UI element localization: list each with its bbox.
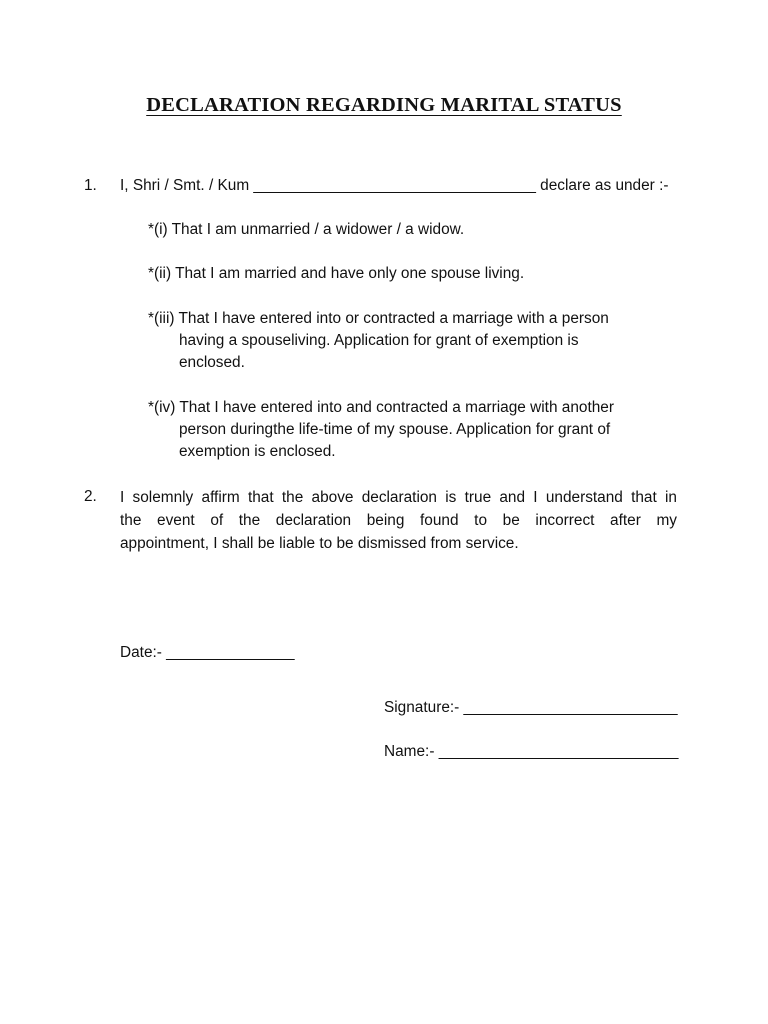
item-2-line-3: appointment, I shall be liable to be dismissed from service.	[120, 535, 519, 552]
date-field: Date:- _______________	[120, 644, 295, 661]
option-iii-line-2: having a spouseliving. Application for grant of exemption is	[179, 332, 579, 349]
item-2-line-2: the event of the declaration being found to be incorrect after my	[120, 512, 677, 529]
item-2-line-1: I solemnly affirm that the above declaration is true and I understand that in	[120, 489, 677, 506]
signature-field: Signature:- _________________________	[384, 699, 678, 716]
option-iv-line-1: *(iv) That I have entered into and contracted a marriage with another	[148, 399, 614, 416]
item-1-number: 1.	[84, 177, 97, 194]
declarant-line: I, Shri / Smt. / Kum _________________________________ declare as under :-	[120, 177, 669, 194]
option-iii-line-1: *(iii) That I have entered into or contracted a marriage with a person	[148, 310, 609, 327]
option-i-line-1: *(i) That I am unmarried / a widower / a widow.	[148, 221, 465, 238]
option-ii-line-1: *(ii) That I am married and have only one spouse living.	[148, 265, 525, 282]
document-title: DECLARATION REGARDING MARITAL STATUS	[146, 94, 622, 116]
item-2-paragraph	[120, 486, 677, 555]
option-iv-line-3: exemption is enclosed.	[179, 443, 336, 460]
item-2-number: 2.	[84, 488, 97, 505]
name-field: Name:- ____________________________	[384, 743, 679, 760]
option-iii-line-3: enclosed.	[179, 354, 245, 371]
option-iv-line-2: person duringthe life-time of my spouse. Application for grant of	[179, 421, 611, 438]
